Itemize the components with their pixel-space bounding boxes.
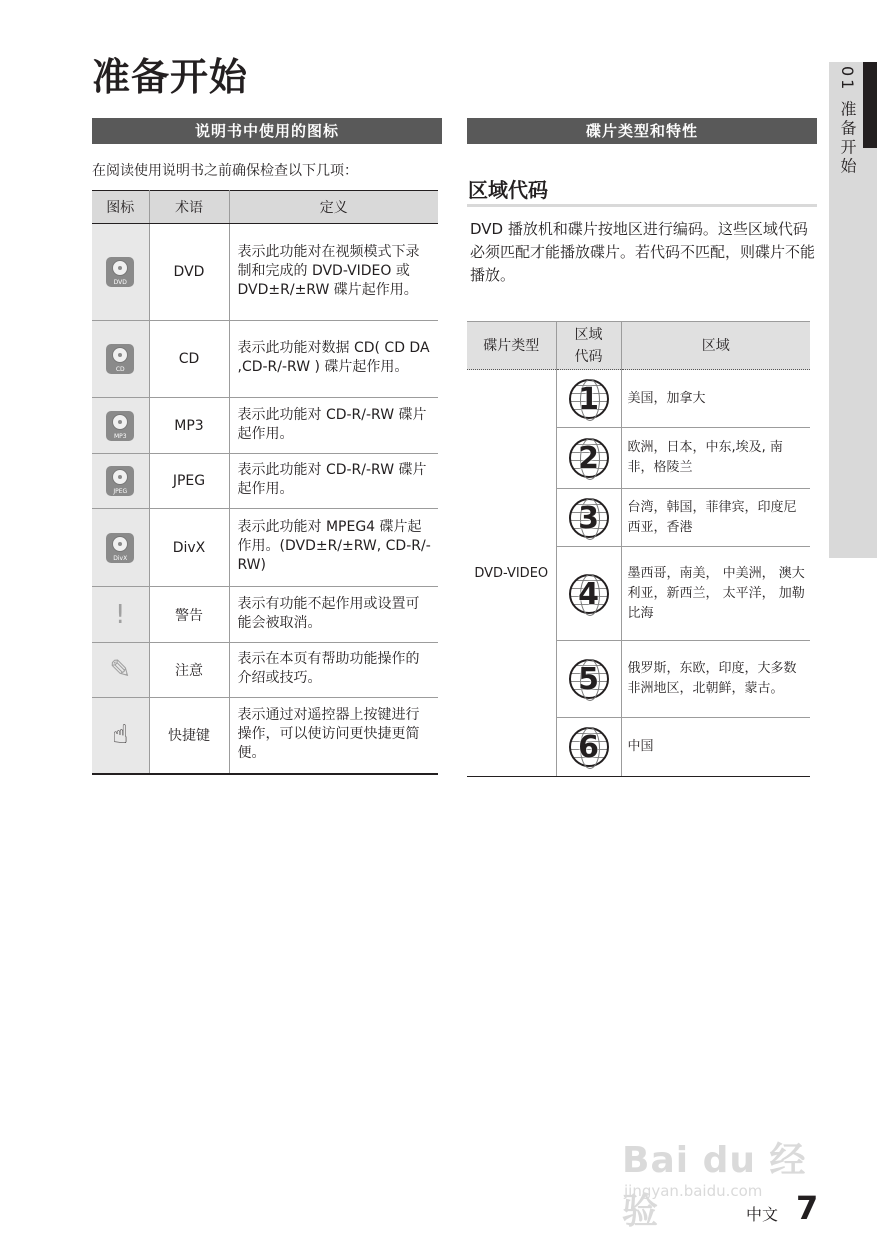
mp3-disc-icon xyxy=(106,411,134,441)
table-row xyxy=(92,321,438,398)
icons-section-title: 说明书中使用的图标 xyxy=(92,118,442,144)
table-row xyxy=(92,454,438,509)
region-area-cell: 台湾，韩国，菲律宾，印度尼西亚，香港 xyxy=(621,489,810,547)
term-cell: 注意 xyxy=(149,643,229,698)
definition-cell: 表示在本页有帮助功能操作的介绍或技巧。 xyxy=(229,643,438,698)
icons-table-header-row xyxy=(92,191,438,224)
header-term: 术语 xyxy=(149,191,229,224)
region-code-number: 6 xyxy=(578,730,599,765)
disc-type-cell: DVD-VIDEO xyxy=(467,370,556,777)
page-number: 7 xyxy=(796,1189,819,1227)
region-area-cell: 美国，加拿大 xyxy=(621,370,810,428)
term-cell: DVD xyxy=(149,224,229,321)
footer-language: 中文 xyxy=(746,1205,779,1224)
definition-cell: 表示此功能对 CD-R/-RW 碟片起作用。 xyxy=(229,398,438,454)
region-code-number: 5 xyxy=(578,662,599,697)
region-area-cell: 欧洲，日本，中东,埃及, 南非，格陵兰 xyxy=(621,428,810,489)
side-tab-marker xyxy=(863,62,877,148)
region-area-cell: 俄罗斯，东欧，印度，大多数非洲地区，北朝鲜，蒙古。 xyxy=(621,641,810,718)
definition-cell: 表示此功能对 CD-R/-RW 碟片起作用。 xyxy=(229,454,438,509)
definition-cell: 表示有功能不起作用或设置可能会被取消。 xyxy=(229,587,438,643)
region-globe-icon xyxy=(569,498,609,538)
heading-divider xyxy=(467,204,817,207)
region-table-header-row xyxy=(467,322,810,370)
header-region-code-label: 区域代码 xyxy=(574,326,603,365)
term-cell: DivX xyxy=(149,509,229,587)
dvd-disc-icon xyxy=(106,257,134,287)
table-row xyxy=(92,698,438,774)
cd-disc-icon-label: CD xyxy=(115,366,125,373)
region-code-cell xyxy=(556,718,621,777)
icon-cell xyxy=(92,398,149,454)
warning-icon: ! xyxy=(115,599,126,630)
icon-cell xyxy=(92,321,149,398)
region-globe-icon xyxy=(569,659,609,699)
header-definition: 定义 xyxy=(229,191,438,224)
table-row xyxy=(92,643,438,698)
table-row xyxy=(92,587,438,643)
definition-cell: 表示通过对遥控器上按键进行操作，可以使访问更快捷更简便。 xyxy=(229,698,438,774)
term-cell: 快捷键 xyxy=(149,698,229,774)
header-icon: 图标 xyxy=(92,191,149,224)
disc-types-section-title: 碟片类型和特性 xyxy=(467,118,817,144)
term-cell: CD xyxy=(149,321,229,398)
cd-disc-icon xyxy=(106,344,134,374)
mp3-disc-icon-label: MP3 xyxy=(113,432,127,440)
watermark-url: jingyan.baidu.com xyxy=(624,1182,763,1200)
region-globe-icon xyxy=(569,438,609,478)
region-area-cell: 墨西哥，南美， 中美洲， 澳大利亚，新西兰， 太平洋， 加勒比海 xyxy=(621,547,810,641)
icon-cell xyxy=(92,643,149,698)
dvd-disc-icon-label: DVD xyxy=(113,279,127,286)
icon-cell xyxy=(92,224,149,321)
watermark-logo-text: Bai du 经验 xyxy=(622,1140,807,1232)
icon-cell xyxy=(92,509,149,587)
icons-table xyxy=(92,190,438,775)
definition-cell: 表示此功能对 MPEG4 碟片起作用。(DVD±R/±RW, CD-R/-RW) xyxy=(229,509,438,587)
icon-cell xyxy=(92,587,149,643)
region-code-cell xyxy=(556,370,621,428)
term-cell: JPEG xyxy=(149,454,229,509)
region-code-heading: 区域代码 xyxy=(468,178,548,202)
region-code-description: DVD 播放机和碟片按地区进行编码。这些区域代码必须匹配才能播放碟片。若代码不匹配，则碟片不能播放。 xyxy=(470,220,816,284)
region-code-cell xyxy=(556,489,621,547)
term-cell: MP3 xyxy=(149,398,229,454)
term-cell: 警告 xyxy=(149,587,229,643)
region-globe-icon xyxy=(569,727,609,767)
icons-intro-text: 在阅读使用说明书之前确保检查以下几项： xyxy=(92,163,358,179)
region-code-table xyxy=(467,321,810,777)
region-globe-icon xyxy=(569,379,609,419)
region-code-number: 1 xyxy=(578,381,599,417)
region-area-cell: 中国 xyxy=(621,718,810,777)
region-globe-icon xyxy=(569,574,609,614)
remote-hand-icon: ☝ xyxy=(112,720,129,751)
region-code-number: 2 xyxy=(578,441,599,476)
header-region-code xyxy=(556,322,621,370)
divx-disc-icon xyxy=(106,533,134,563)
jpeg-disc-icon xyxy=(106,466,134,496)
header-disc-type: 碟片类型 xyxy=(467,322,556,370)
jpeg-disc-icon-label: JPEG xyxy=(113,488,128,495)
side-tab-label: 01 准备开始 xyxy=(838,66,857,177)
table-row xyxy=(92,224,438,321)
table-row xyxy=(92,398,438,454)
table-row xyxy=(467,370,810,428)
icon-cell xyxy=(92,698,149,774)
header-area: 区域 xyxy=(621,322,810,370)
page-title: 准备开始 xyxy=(92,55,249,99)
pencil-note-icon: ✎ xyxy=(109,655,132,685)
table-row xyxy=(92,509,438,587)
region-code-cell xyxy=(556,428,621,489)
definition-cell: 表示此功能对数据 CD( CD DA ,CD-R/-RW ) 碟片起作用。 xyxy=(229,321,438,398)
region-code-cell xyxy=(556,641,621,718)
chapter-side-tab xyxy=(829,62,877,558)
region-code-number: 3 xyxy=(578,500,599,536)
definition-cell: 表示此功能对在视频模式下录制和完成的 DVD-VIDEO 或 DVD±R/±RW 碟片起作用。 xyxy=(229,224,438,321)
divx-disc-icon-label: DivX xyxy=(113,554,128,562)
region-code-number: 4 xyxy=(578,576,599,612)
region-code-cell xyxy=(556,547,621,641)
icon-cell xyxy=(92,454,149,509)
